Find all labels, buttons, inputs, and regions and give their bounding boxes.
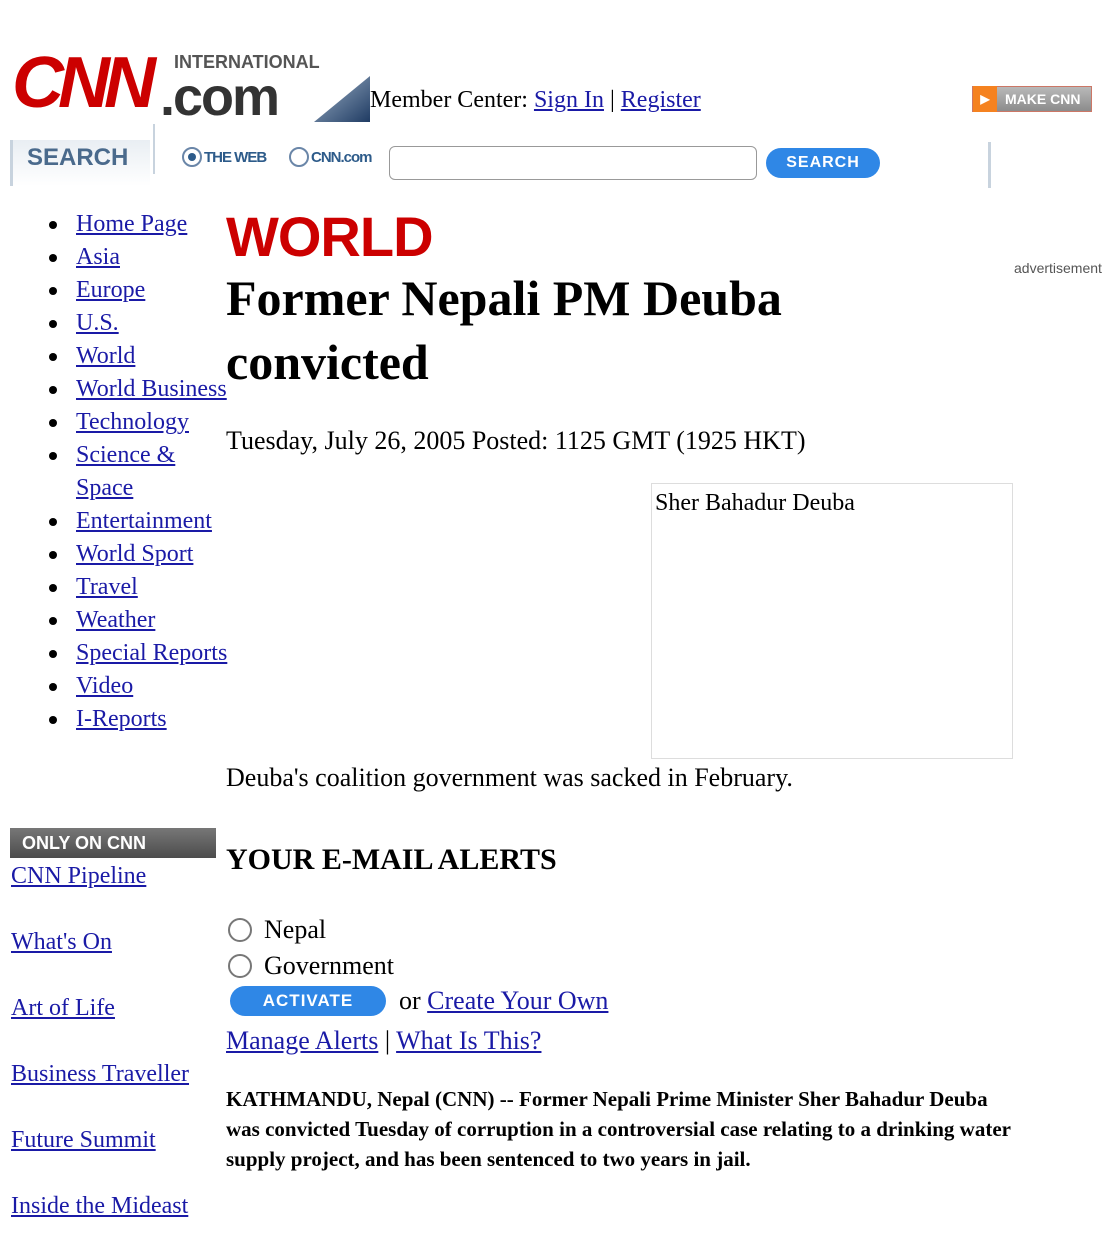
email-alerts-title: YOUR E-MAIL ALERTS <box>226 843 557 876</box>
nav-link-world[interactable]: World <box>76 343 136 369</box>
nav-item-world <box>40 340 230 373</box>
nav-link-entertainment[interactable]: Entertainment <box>76 508 212 534</box>
search-right-divider <box>988 142 991 188</box>
radio-unselected-icon[interactable] <box>228 918 252 942</box>
radio-unselected-icon[interactable] <box>289 147 309 167</box>
make-cnn-label: MAKE CNN <box>1005 91 1081 107</box>
nav-item-weather <box>40 604 230 637</box>
only-on-cnn-links <box>11 860 221 1256</box>
alert-option-nepal[interactable] <box>228 914 326 946</box>
logo-international-text: INTERNATIONAL <box>174 52 320 72</box>
nav-link-science-space[interactable]: Science & Space <box>76 442 176 501</box>
nav-item-special-reports <box>40 637 230 670</box>
nav-item-world-business <box>40 373 230 406</box>
alert-option-nepal-label: Nepal <box>264 915 327 944</box>
search-button[interactable]: SEARCH <box>766 148 880 178</box>
or-text: or <box>399 986 421 1015</box>
activate-button[interactable]: ACTIVATE <box>230 986 386 1016</box>
link-cnn-pipeline[interactable]: CNN Pipeline <box>11 863 147 889</box>
section-title: WORLD <box>226 205 433 268</box>
nav-link-europe[interactable]: Europe <box>76 277 146 303</box>
what-is-this-link[interactable]: What Is This? <box>396 1026 542 1055</box>
member-separator: | <box>609 87 615 113</box>
nav-item-technology <box>40 406 230 439</box>
create-your-own-link[interactable]: Create Your Own <box>427 986 609 1015</box>
search-option-web-label: THE WEB <box>204 148 267 166</box>
nav-item-video <box>40 670 230 703</box>
manage-alerts-row <box>226 1024 541 1058</box>
search-bar <box>10 140 990 190</box>
nav-item-travel <box>40 571 230 604</box>
alerts-separator: | <box>384 1026 391 1055</box>
nav-link-asia[interactable]: Asia <box>76 244 120 270</box>
article-lead-paragraph: KATHMANDU, Nepal (CNN) -- Former Nepali Prime Minister Sher Bahadur Deuba was convicted Tuesday of corruption in a controversial case relating to a drinking water supply project, and has been sentenced to two years in jail. <box>226 1087 1011 1171</box>
link-future-summit[interactable]: Future Summit <box>11 1127 156 1153</box>
link-art-of-life[interactable]: Art of Life <box>11 995 115 1021</box>
search-input[interactable] <box>389 146 757 180</box>
nav-link-world-sport[interactable]: World Sport <box>76 541 194 567</box>
member-center-label: Member Center: <box>370 87 528 113</box>
radio-unselected-icon[interactable] <box>228 954 252 978</box>
advertisement-label: advertisement <box>1014 260 1102 276</box>
nav-item-us <box>40 307 230 340</box>
article-photo: Sher Bahadur Deuba <box>651 483 1013 759</box>
nav-item-home <box>40 208 230 241</box>
nav-item-europe <box>40 274 230 307</box>
photo-caption: Deuba's coalition government was sacked in February. <box>226 763 793 792</box>
make-cnn-homepage-button[interactable] <box>972 86 1092 112</box>
search-divider <box>153 124 155 174</box>
link-business-traveller[interactable]: Business Traveller <box>11 1061 190 1087</box>
nav-link-us[interactable]: U.S. <box>76 310 119 336</box>
article-headline: Former Nepali PM Deuba convicted <box>226 270 782 390</box>
section-nav <box>40 208 230 736</box>
logo-wedge-icon <box>314 76 370 122</box>
nav-item-asia <box>40 241 230 274</box>
radio-selected-icon[interactable] <box>182 147 202 167</box>
cnn-international-logo[interactable] <box>12 43 370 127</box>
article-dateline: Tuesday, July 26, 2005 Posted: 1125 GMT (1925 HKT) <box>226 426 806 455</box>
search-option-web[interactable] <box>182 147 266 167</box>
nav-link-technology[interactable]: Technology <box>76 409 189 435</box>
sign-in-link[interactable]: Sign In <box>533 87 604 113</box>
link-whats-on[interactable]: What's On <box>11 929 112 955</box>
alert-option-government[interactable] <box>228 950 394 982</box>
search-option-cnn[interactable] <box>289 147 372 167</box>
activate-row <box>230 984 608 1018</box>
logo-dotcom-text: .com <box>160 67 279 127</box>
nav-link-weather[interactable]: Weather <box>76 607 156 633</box>
nav-item-entertainment <box>40 505 230 538</box>
nav-item-world-sport <box>40 538 230 571</box>
only-on-cnn-header: ONLY ON CNN <box>10 828 216 858</box>
nav-link-world-business[interactable]: World Business <box>76 376 227 402</box>
nav-item-science-space <box>40 439 230 505</box>
member-center <box>370 84 701 116</box>
nav-link-travel[interactable]: Travel <box>76 574 138 600</box>
manage-alerts-link[interactable]: Manage Alerts <box>226 1026 379 1055</box>
play-arrow-icon: ▶ <box>973 86 997 112</box>
nav-link-home[interactable]: Home Page <box>76 211 188 237</box>
logo-cnn-text: CNN <box>12 43 150 123</box>
nav-item-i-reports <box>40 703 230 736</box>
nav-link-i-reports[interactable]: I-Reports <box>76 706 167 732</box>
search-option-cnn-label: CNN.com <box>311 148 372 166</box>
search-label: SEARCH <box>10 140 150 186</box>
link-inside-the-mideast[interactable]: Inside the Mideast <box>11 1193 189 1219</box>
nav-link-special-reports[interactable]: Special Reports <box>76 640 228 666</box>
alert-option-government-label: Government <box>264 951 394 980</box>
nav-link-video[interactable]: Video <box>76 673 134 699</box>
register-link[interactable]: Register <box>620 87 701 113</box>
